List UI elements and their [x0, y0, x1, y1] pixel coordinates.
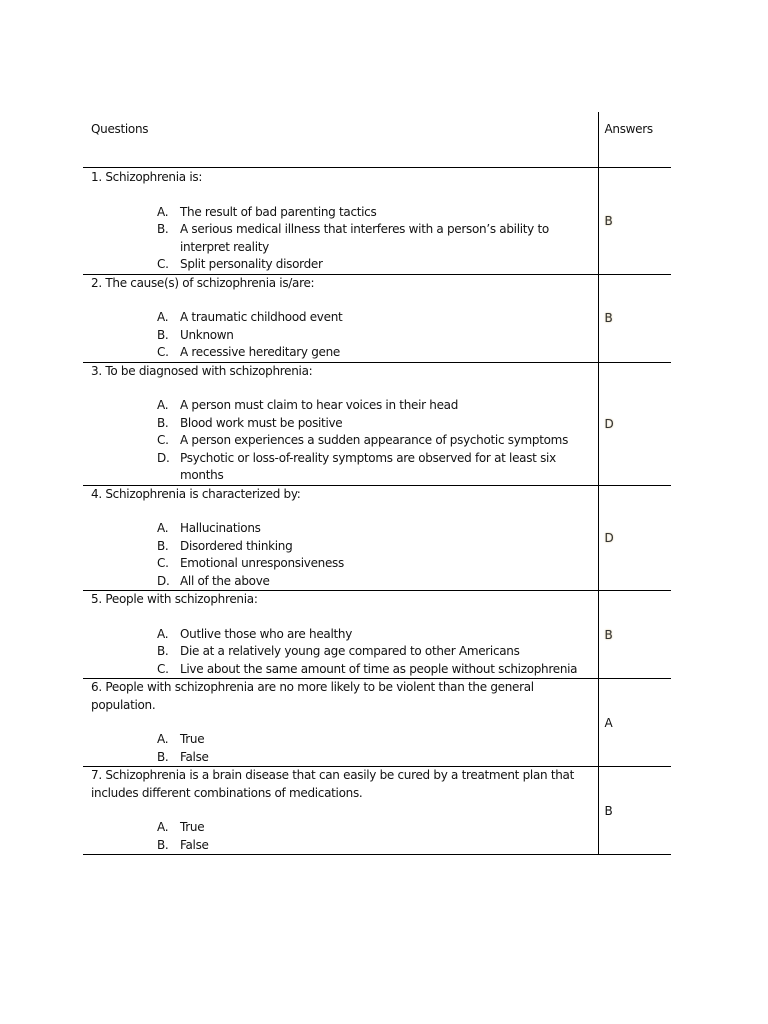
list-item: A. The result of bad parenting tactics	[157, 204, 377, 219]
list-item: B. Blood work must be positive	[157, 415, 343, 430]
quiz-table	[83, 112, 671, 855]
options-list	[83, 309, 598, 362]
table-row	[83, 767, 671, 855]
answer-value: B	[604, 627, 613, 642]
table-row	[83, 362, 671, 485]
question-cell	[83, 274, 598, 362]
list-item: C. A person experiences a sudden appearance of psychotic symptoms	[157, 433, 569, 447]
list-item: C. A recessive hereditary gene	[157, 345, 340, 359]
answer-cell	[598, 485, 671, 591]
question-cell	[83, 767, 598, 855]
options-list	[83, 520, 598, 590]
answers-header: Answers	[598, 112, 671, 168]
answer-cell	[598, 362, 671, 485]
list-item: C. Live about the same amount of time as people without schizophrenia	[157, 661, 578, 676]
list-item: A. Hallucinations	[157, 521, 261, 535]
answer-value: D	[604, 530, 614, 545]
question-text: 3. To be diagnosed with schizophrenia:	[91, 363, 313, 378]
answer-value: B	[604, 311, 613, 325]
question-text: 4. Schizophrenia is characterized by:	[91, 486, 301, 501]
table-row	[83, 274, 671, 362]
list-item: B. Disordered thinking	[157, 538, 293, 553]
question-text: 5. People with schizophrenia:	[91, 592, 258, 606]
table-header-row	[83, 112, 671, 168]
list-item: D. All of the above	[157, 573, 270, 588]
list-item: A. True	[157, 820, 205, 834]
options-list	[83, 819, 598, 854]
list-item: A. Outlive those who are healthy	[157, 626, 353, 641]
list-item: C. Emotional unresponsiveness	[157, 556, 344, 570]
table-row	[83, 168, 671, 275]
question-cell	[83, 168, 598, 275]
question-cell	[83, 485, 598, 591]
list-item: A. A traumatic childhood event	[157, 310, 343, 324]
questions-header: Questions	[83, 112, 598, 168]
options-list	[83, 626, 598, 679]
question-text: 7. Schizophrenia is a brain disease that can easily be cured by a treatment plan that includes different combinations of medications.	[91, 768, 574, 800]
question-cell	[83, 591, 598, 679]
list-item: B. False	[157, 837, 209, 852]
list-item: B. False	[157, 749, 209, 764]
answer-cell	[598, 591, 671, 679]
list-item: A. True	[157, 732, 205, 746]
list-item: B. Unknown	[157, 327, 234, 342]
question-cell	[83, 679, 598, 767]
options-list	[83, 204, 598, 274]
list-item: C. Split personality disorder	[157, 257, 323, 271]
question-text: 1. Schizophrenia is:	[91, 170, 203, 184]
list-item: A. A person must claim to hear voices in their head	[157, 398, 459, 412]
answer-cell	[598, 767, 671, 855]
answer-value: B	[604, 213, 613, 228]
question-text: 2. The cause(s) of schizophrenia is/are:	[91, 275, 315, 290]
answer-value: A	[604, 715, 613, 730]
question-text: 6. People with schizophrenia are no more likely to be violent than the general population.	[91, 680, 534, 712]
answer-cell	[598, 679, 671, 767]
answer-value: B	[604, 803, 613, 818]
options-list	[83, 397, 598, 485]
list-item: D. Psychotic or loss-of-reality symptoms are observed for at least six months	[157, 450, 556, 482]
list-item: B. Die at a relatively young age compared to other Americans	[157, 644, 520, 658]
answer-cell	[598, 274, 671, 362]
list-item: B. A serious medical illness that interferes with a person’s ability to interpret reality	[157, 222, 549, 254]
question-cell	[83, 362, 598, 485]
answer-cell	[598, 168, 671, 275]
answer-value: D	[604, 416, 614, 431]
table-row	[83, 591, 671, 679]
table-row	[83, 485, 671, 591]
table-row	[83, 679, 671, 767]
options-list	[83, 731, 598, 766]
